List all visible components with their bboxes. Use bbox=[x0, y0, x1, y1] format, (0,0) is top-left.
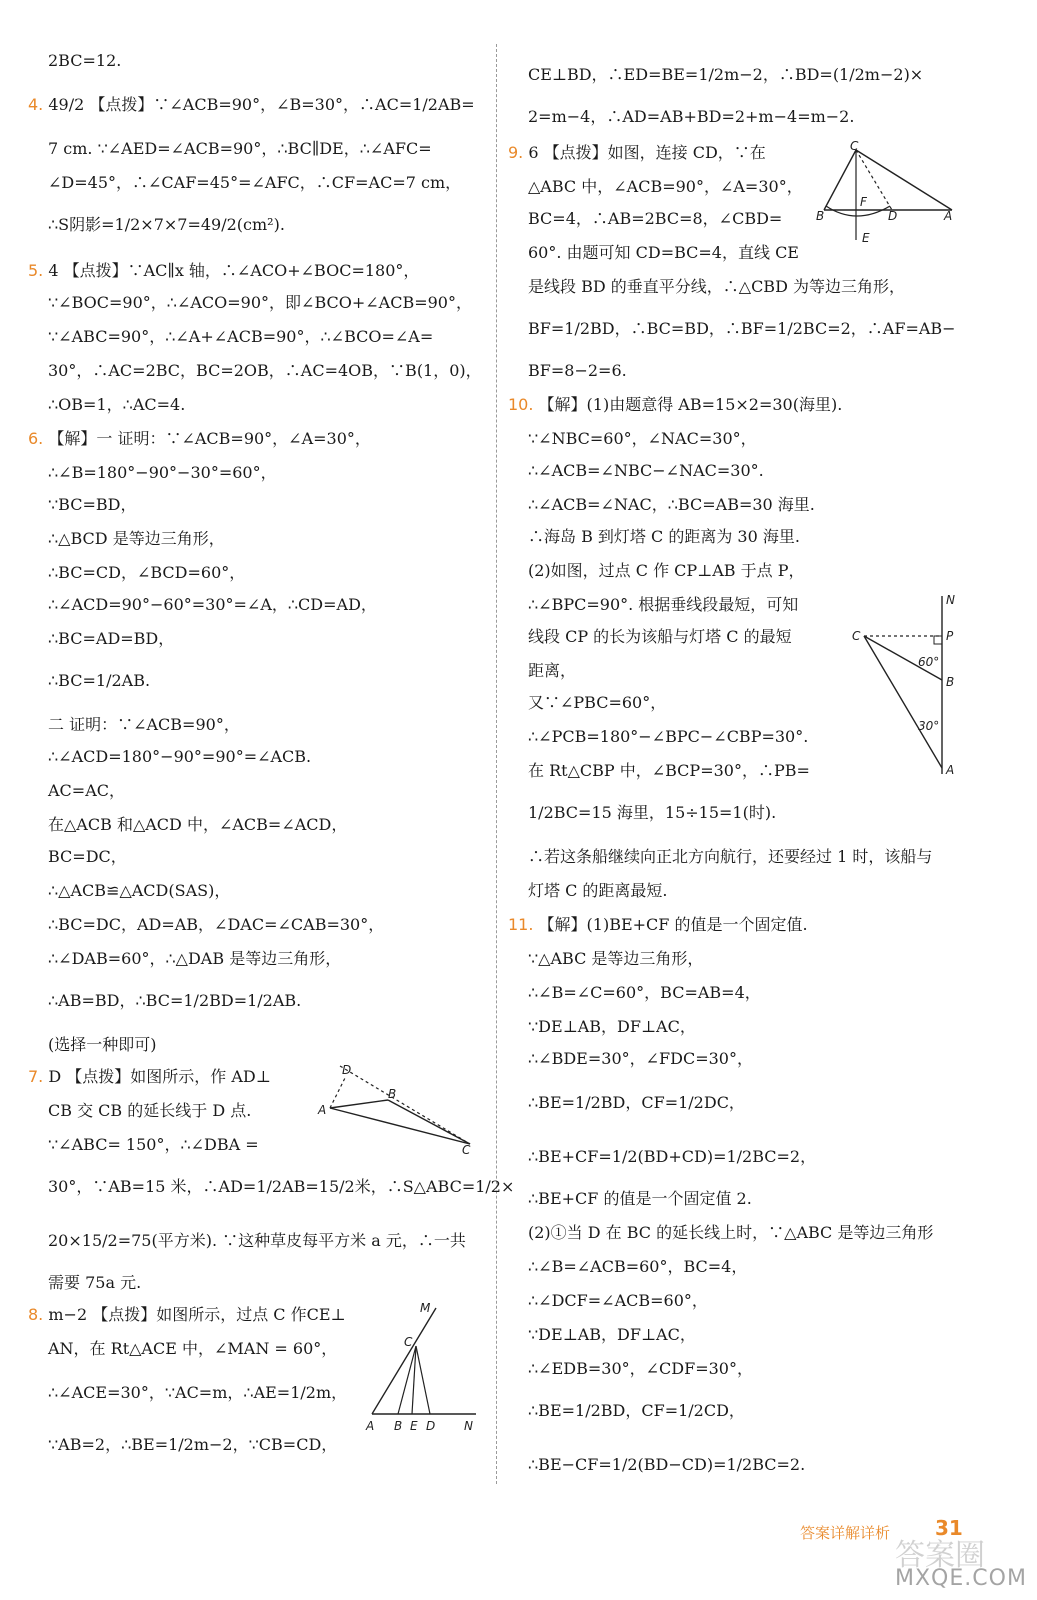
line-content: 在△ACB 和△ACD 中，∠ACB=∠ACD， bbox=[48, 815, 348, 834]
line-content: 1/2BC=15 海里，15÷15=1(时). bbox=[528, 803, 777, 822]
question-number: 10. bbox=[508, 395, 534, 414]
right-text-line bbox=[528, 276, 905, 298]
line-content: (2)①当 D 在 BC 的延长线上时，∵△ABC 是等边三角形 bbox=[528, 1223, 934, 1242]
line-content: CE⊥BD，∴ED=BE=1/2m−2，∴BD=(1/2m−2)× bbox=[528, 65, 924, 84]
left-text-line bbox=[28, 1304, 346, 1326]
left-text-line bbox=[48, 670, 150, 692]
line-content: ∴△ACB≌△ACD(SAS)， bbox=[48, 881, 231, 900]
left-text-line bbox=[48, 628, 174, 650]
right-text-line bbox=[528, 360, 627, 382]
right-text-line bbox=[528, 208, 782, 230]
line-content: ∵DE⊥AB，DF⊥AC， bbox=[528, 1325, 696, 1344]
right-text-line bbox=[528, 1454, 805, 1476]
left-text-line bbox=[48, 1034, 157, 1056]
left-text-line bbox=[48, 1134, 259, 1156]
line-content: 49/2 【点拨】∵∠ACB=90°，∠B=30°，∴AC=1/2AB= bbox=[48, 95, 475, 114]
right-text-line bbox=[528, 1188, 752, 1210]
right-text-line bbox=[528, 176, 803, 198]
line-content: 距离， bbox=[528, 661, 577, 680]
left-text-line bbox=[48, 528, 225, 550]
line-content: ∴∠B=∠C=60°，BC=AB=4， bbox=[528, 983, 761, 1002]
line-content: 【解】(1)由题意得 AB=15×2=30(海里). bbox=[538, 395, 843, 414]
left-text-line bbox=[48, 494, 136, 516]
left-text-line bbox=[48, 462, 277, 484]
line-content: ∴∠DCF=∠ACB=60°， bbox=[528, 1291, 708, 1310]
fig7-label-A: A bbox=[318, 1103, 327, 1117]
fig10-angle-30: 30° bbox=[918, 719, 940, 733]
figure-8-angle bbox=[362, 1300, 482, 1440]
right-text-line bbox=[528, 948, 703, 970]
line-content: D 【点拨】如图所示，作 AD⊥ bbox=[48, 1067, 271, 1086]
page-number: 31 bbox=[935, 1516, 963, 1540]
fig8-label-D: D bbox=[426, 1419, 436, 1433]
line-content: ∴∠ACD=180°−90°=90°=∠ACB. bbox=[48, 747, 312, 766]
left-text-line bbox=[28, 260, 419, 282]
line-content: 需要 75a 元. bbox=[48, 1273, 142, 1292]
figure-9-triangle bbox=[812, 140, 962, 250]
right-text-line bbox=[528, 626, 792, 648]
right-text-line bbox=[528, 846, 932, 868]
left-text-line bbox=[48, 814, 347, 836]
line-content: 30°，∴AC=2BC，BC=2OB，∴AC=4OB，∵B(1，0)， bbox=[48, 361, 482, 380]
line-content: ∴BE=1/2BD，CF=1/2DC， bbox=[528, 1093, 745, 1112]
right-text-line bbox=[528, 494, 815, 516]
line-content: ∵BC=BD， bbox=[48, 495, 137, 514]
line-content: ∴∠B=∠ACB=60°，BC=4， bbox=[528, 1257, 748, 1276]
left-text-line bbox=[48, 360, 482, 382]
left-text-line bbox=[48, 172, 461, 194]
left-text-line bbox=[48, 1338, 337, 1360]
question-number: 9. bbox=[508, 143, 524, 162]
figure-10-navigation bbox=[852, 590, 962, 780]
line-content: CB 交 CB 的延长线于 D 点. bbox=[48, 1101, 252, 1120]
right-text-line bbox=[528, 1092, 745, 1114]
line-content: ∵∠NBC=60°，∠NAC=30°， bbox=[528, 429, 757, 448]
line-content: BC=4，∴AB=2BC=8，∠CBD= bbox=[528, 209, 783, 228]
right-text-line bbox=[528, 1400, 745, 1422]
line-content: AC=AC， bbox=[48, 781, 126, 800]
right-text-line bbox=[508, 394, 842, 416]
fig10-label-A: A bbox=[946, 763, 955, 777]
fig8-label-A: A bbox=[366, 1419, 375, 1433]
right-text-line bbox=[528, 106, 854, 128]
right-text-line bbox=[528, 1048, 753, 1070]
left-text-line bbox=[48, 880, 230, 902]
line-content: 20×15/2=75(平方米). ∵这种草皮每平方米 a 元，∴一共 bbox=[48, 1231, 466, 1250]
right-text-line bbox=[528, 1290, 708, 1312]
line-content: ∴BE−CF=1/2(BD−CD)=1/2BC=2. bbox=[528, 1455, 806, 1474]
figure-7-triangle bbox=[310, 1056, 480, 1156]
line-content: 灯塔 C 的距离最短. bbox=[528, 881, 668, 900]
fig8-label-E: E bbox=[410, 1419, 418, 1433]
line-content: ∴∠ACB=∠NBC−∠NAC=30°. bbox=[528, 461, 764, 480]
line-content: ∴∠B=180°−90°−30°=60°， bbox=[48, 463, 277, 482]
right-text-line bbox=[528, 526, 800, 548]
left-text-line bbox=[48, 1100, 251, 1122]
fig7-label-B: B bbox=[388, 1087, 397, 1101]
line-content: ∠D=45°，∴∠CAF=45°=∠AFC，∴CF=AC=7 cm， bbox=[48, 173, 462, 192]
right-text-line bbox=[528, 318, 956, 340]
left-text-line bbox=[48, 562, 245, 584]
left-text-line bbox=[48, 990, 301, 1012]
line-content: ∴S阴影=1/2×7×7=49/2(cm²). bbox=[48, 215, 285, 234]
left-text-line bbox=[28, 1066, 271, 1088]
line-content: ∵∠ABC=90°，∴∠A+∠ACB=90°，∴∠BCO=∠A= bbox=[48, 327, 434, 346]
line-content: ∴BC=1/2AB. bbox=[48, 671, 151, 690]
column-divider bbox=[496, 44, 497, 1484]
right-text-line bbox=[508, 142, 766, 164]
line-content: ∴∠BPC=90°. 根据垂线段最短，可知 bbox=[528, 595, 799, 614]
left-text-line bbox=[48, 326, 433, 348]
right-text-line bbox=[528, 64, 923, 86]
right-text-line bbox=[528, 1222, 933, 1244]
right-text-line bbox=[528, 1146, 816, 1168]
left-text-line bbox=[48, 846, 127, 868]
watermark-url: MXQE.COM bbox=[895, 1566, 1027, 1591]
line-content: ∴△BCD 是等边三角形， bbox=[48, 529, 225, 548]
line-content: 是线段 BD 的垂直平分线，∴△CBD 为等边三角形， bbox=[528, 277, 905, 296]
question-number: 4. bbox=[28, 95, 44, 114]
line-content: △ABC 中，∠ACB=90°，∠A=30°， bbox=[528, 177, 803, 196]
line-content: ∴若这条船继续向正北方向航行，还要经过 1 时，该船与 bbox=[528, 847, 933, 866]
line-content: ∵∠BOC=90°，∴∠ACO=90°，即∠BCO+∠ACB=90°， bbox=[48, 293, 472, 312]
line-content: ∵DE⊥AB，DF⊥AC， bbox=[528, 1017, 696, 1036]
right-text-line bbox=[528, 1358, 753, 1380]
fig10-label-B: B bbox=[946, 675, 955, 689]
right-text-line bbox=[528, 660, 576, 682]
left-text-line bbox=[48, 214, 285, 236]
right-text-line bbox=[508, 914, 808, 936]
fig10-label-P: P bbox=[946, 629, 954, 643]
line-content: ∴∠ACE=30°，∵AC=m，∴AE=1/2m， bbox=[48, 1383, 348, 1402]
line-content: ∴∠PCB=180°−∠BPC−∠CBP=30°. bbox=[528, 727, 809, 746]
left-text-line bbox=[48, 1382, 347, 1404]
fig8-label-N: N bbox=[464, 1419, 473, 1433]
left-text-line bbox=[48, 746, 311, 768]
line-content: ∵△ABC 是等边三角形， bbox=[528, 949, 704, 968]
line-content: ∴BE+CF=1/2(BD+CD)=1/2BC=2， bbox=[528, 1147, 817, 1166]
right-text-line bbox=[528, 1016, 696, 1038]
fig9-label-F: F bbox=[860, 195, 867, 209]
right-text-line bbox=[528, 692, 666, 714]
right-text-line bbox=[528, 726, 808, 748]
line-content: ∴∠BDE=30°，∠FDC=30°， bbox=[528, 1049, 753, 1068]
fig8-label-M: M bbox=[420, 1301, 431, 1315]
right-text-line bbox=[528, 460, 764, 482]
line-content: 【解】(1)BE+CF 的值是一个固定值. bbox=[538, 915, 808, 934]
line-content: ∴OB=1，∴AC=4. bbox=[48, 395, 186, 414]
fig9-label-C: C bbox=[850, 140, 859, 153]
left-text-line bbox=[48, 292, 472, 314]
left-text-line bbox=[48, 914, 384, 936]
left-text-line bbox=[48, 50, 121, 72]
right-text-line bbox=[528, 242, 799, 264]
line-content: BF=1/2BD，∴BC=BD，∴BF=1/2BC=2，∴AF=AB− bbox=[528, 319, 956, 338]
left-text-line bbox=[48, 714, 240, 736]
right-text-line bbox=[528, 594, 798, 616]
left-text-line bbox=[48, 594, 377, 616]
right-text-line bbox=[528, 1324, 696, 1346]
line-content: ∴AB=BD，∴BC=1/2BD=1/2AB. bbox=[48, 991, 302, 1010]
footer-label: 答案详解详析 bbox=[800, 1524, 891, 1542]
line-content: ∴∠EDB=30°，∠CDF=30°， bbox=[528, 1359, 753, 1378]
fig10-label-C: C bbox=[852, 629, 861, 643]
line-content: ∴BC=DC，AD=AB，∠DAC=∠CAB=30°， bbox=[48, 915, 385, 934]
fig9-label-B: B bbox=[816, 209, 825, 223]
line-content: 2=m−4，∴AD=AB+BD=2+m−4=m−2. bbox=[528, 107, 855, 126]
question-number: 8. bbox=[28, 1305, 44, 1324]
fig8-label-C: C bbox=[404, 1335, 413, 1349]
fig9-label-A: A bbox=[944, 209, 953, 223]
line-content: ∵∠ABC= 150°，∴∠DBA = bbox=[48, 1135, 259, 1154]
fig10-angle-60: 60° bbox=[918, 655, 940, 669]
line-content: ∴∠ACD=90°−60°=30°=∠A，∴CD=AD， bbox=[48, 595, 377, 614]
line-content: ∴BE=1/2BD，CF=1/2CD， bbox=[528, 1401, 745, 1420]
left-text-line bbox=[48, 394, 185, 416]
fig7-label-D: D bbox=[342, 1063, 352, 1077]
line-content: (选择一种即可) bbox=[48, 1035, 157, 1054]
left-text-line bbox=[48, 1230, 466, 1252]
line-content: 7 cm. ∵∠AED=∠ACB=90°，∴BC∥DE，∴∠AFC= bbox=[48, 139, 432, 158]
line-content: 【解】一 证明：∵∠ACB=90°，∠A=30°， bbox=[48, 429, 371, 448]
left-text-line bbox=[48, 1272, 141, 1294]
line-content: ∴∠ACB=∠NAC，∴BC=AB=30 海里. bbox=[528, 495, 815, 514]
left-text-line bbox=[28, 94, 475, 116]
right-text-line bbox=[528, 982, 761, 1004]
line-content: 30°，∵AB=15 米，∴AD=1/2AB=15/2米，∴S△ABC=1/2× bbox=[48, 1177, 515, 1196]
left-text-line bbox=[48, 138, 432, 160]
line-content: 2BC=12. bbox=[48, 51, 122, 70]
line-content: BC=DC， bbox=[48, 847, 127, 866]
line-content: 60°. 由题可知 CD=BC=4，直线 CE bbox=[528, 243, 799, 262]
line-content: ∴BC=AD=BD， bbox=[48, 629, 175, 648]
left-text-line bbox=[48, 1176, 514, 1198]
right-text-line bbox=[528, 1256, 747, 1278]
right-text-line bbox=[528, 560, 804, 582]
left-text-line bbox=[48, 780, 125, 802]
line-content: m−2 【点拨】如图所示，过点 C 作CE⊥ bbox=[48, 1305, 346, 1324]
left-text-line bbox=[28, 428, 371, 450]
line-content: 线段 CP 的长为该船与灯塔 C 的最短 bbox=[528, 627, 792, 646]
fig8-label-B: B bbox=[394, 1419, 403, 1433]
question-number: 11. bbox=[508, 915, 534, 934]
line-content: 4 【点拨】∵AC∥x 轴，∴∠ACO+∠BOC=180°， bbox=[48, 261, 420, 280]
question-number: 7. bbox=[28, 1067, 44, 1086]
line-content: (2)如图，过点 C 作 CP⊥AB 于点 P， bbox=[528, 561, 805, 580]
line-content: 在 Rt△CBP 中，∠BCP=30°，∴PB= bbox=[528, 761, 810, 780]
line-content: 二 证明：∵∠ACB=90°， bbox=[48, 715, 240, 734]
watermark-logo: 答案圈 bbox=[895, 1538, 985, 1573]
line-content: 6 【点拨】如图，连接 CD，∵在 bbox=[528, 143, 766, 162]
line-content: ∵AB=2，∴BE=1/2m−2，∵CB=CD， bbox=[48, 1435, 338, 1454]
right-text-line bbox=[528, 428, 757, 450]
question-number: 6. bbox=[28, 429, 44, 448]
right-text-line bbox=[528, 760, 810, 782]
right-text-line bbox=[528, 880, 668, 902]
line-content: AN，在 Rt△ACE 中，∠MAN = 60°， bbox=[48, 1339, 338, 1358]
line-content: BF=8−2=6. bbox=[528, 361, 627, 380]
line-content: ∴海岛 B 到灯塔 C 的距离为 30 海里. bbox=[528, 527, 800, 546]
right-text-line bbox=[528, 802, 776, 824]
line-content: ∴BE+CF 的值是一个固定值 2. bbox=[528, 1189, 752, 1208]
question-number: 5. bbox=[28, 261, 44, 280]
line-content: ∴BC=CD，∠BCD=60°， bbox=[48, 563, 246, 582]
fig9-label-D: D bbox=[888, 209, 898, 223]
line-content: 又∵∠PBC=60°， bbox=[528, 693, 667, 712]
fig9-label-E: E bbox=[862, 231, 870, 245]
left-text-line bbox=[48, 1434, 337, 1456]
fig7-label-C: C bbox=[462, 1143, 471, 1156]
left-text-line bbox=[48, 948, 341, 970]
fig10-label-N: N bbox=[946, 593, 955, 607]
line-content: ∴∠DAB=60°，∴△DAB 是等边三角形， bbox=[48, 949, 342, 968]
